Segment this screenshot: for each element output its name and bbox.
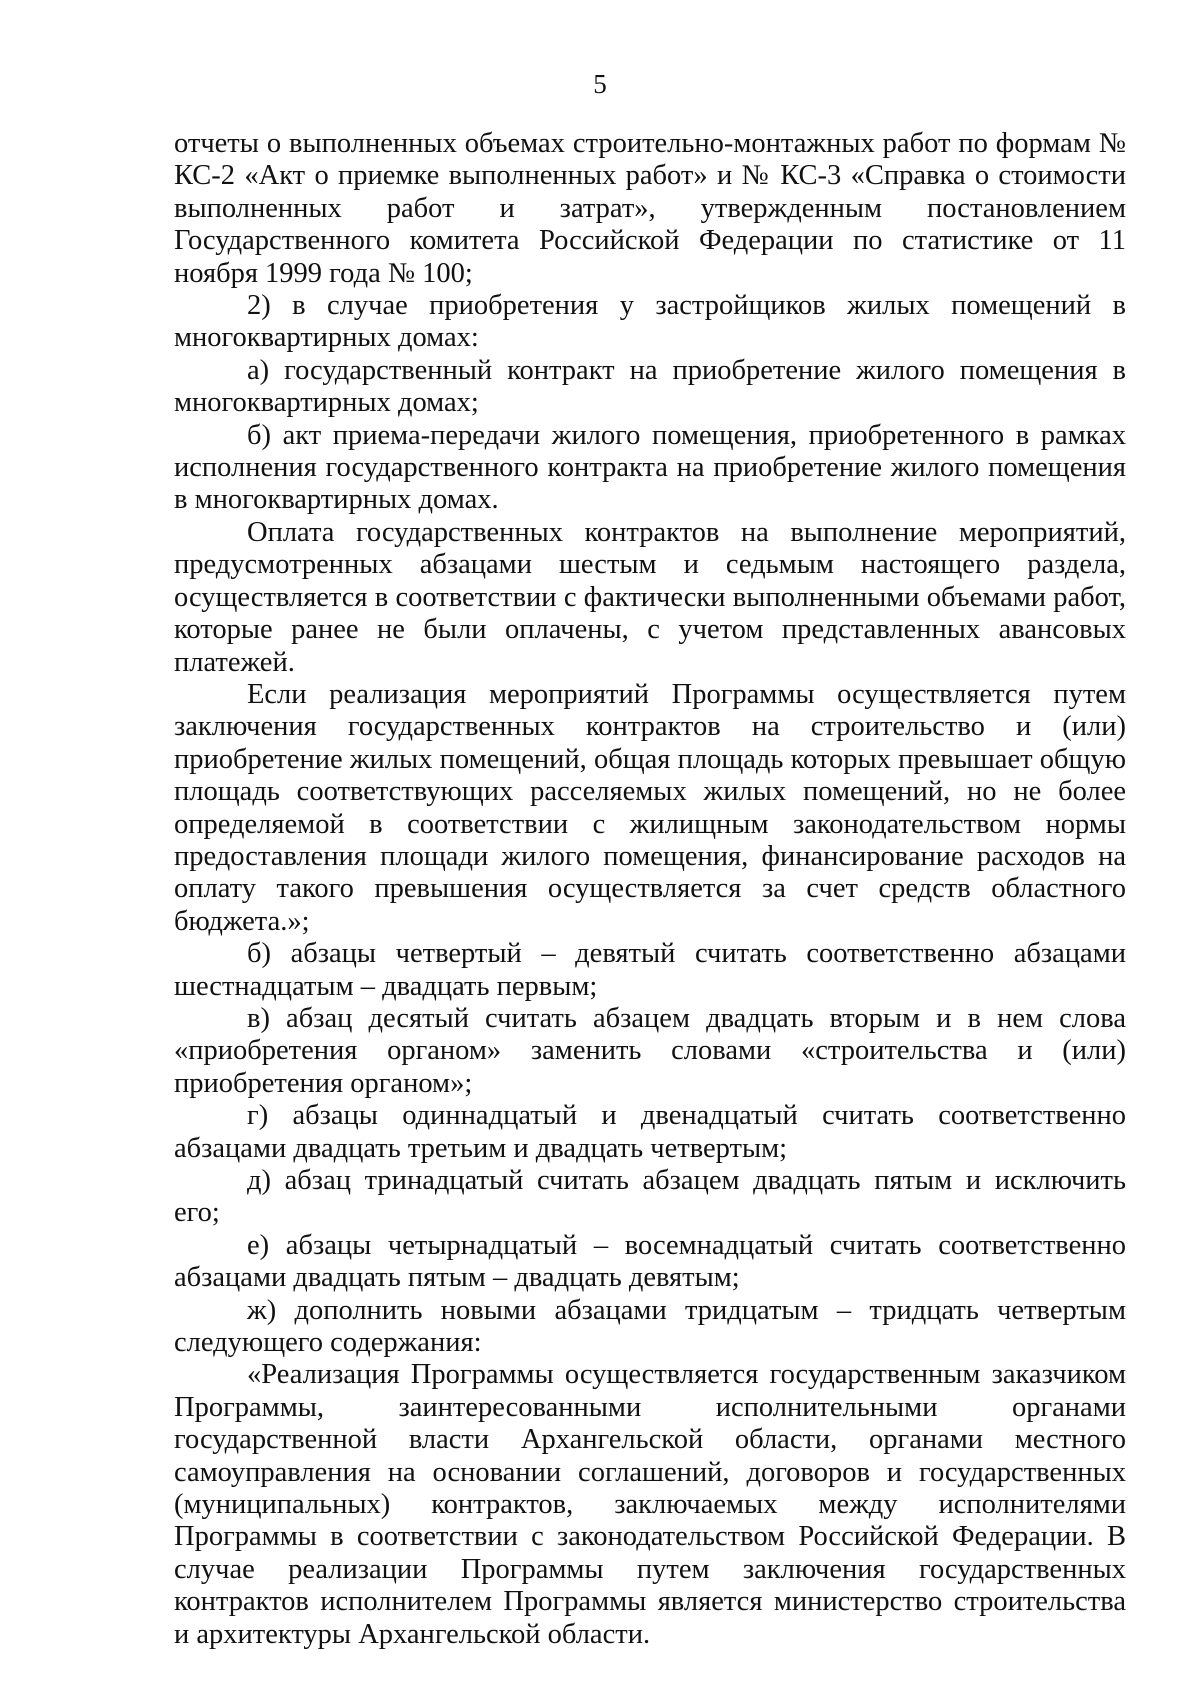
paragraph-excess-area: Если реализация мероприятий Программы осуществляется путем заключения государственных контрактов на строительство и (или) приобретение жилых помещений, общая площадь которых превышает общую площадь соответствующих расселяемых жилых помещений, но не более определяемой в соответствии с жилищным законодательством нормы предоставления площади жилого помещения, финансирование расходов на оплату такого превышения осуществляется за счет средств областного бюджета.»; (174, 678, 1126, 937)
document-body (174, 128, 1126, 1651)
page-number: 5 (593, 69, 607, 99)
paragraph-amendment-g: г) абзацы одиннадцатый и двенадцатый считать соответственно абзацами двадцать третьим и двадцать четвертым; (174, 1100, 1126, 1164)
paragraph-item-2a: а) государственный контракт на приобретение жилого помещения в многоквартирных домах; (174, 354, 1126, 419)
paragraph-amendment-d: д) абзац тринадцатый считать абзацем двадцать пятым и исключить его; (174, 1165, 1126, 1229)
paragraph-payment: Оплата государственных контрактов на выполнение мероприятий, предусмотренных абзацами шестым и седьмым настоящего раздела, осуществляется в соответствии с фактически выполненными объемами работ, которые ранее не были оплачены, с учетом представленных авансовых платежей. (174, 516, 1126, 678)
paragraph-amendment-e: е) абзацы четырнадцатый – восемнадцатый считать соответственно абзацами двадцать пятым – двадцать девятым; (174, 1229, 1126, 1294)
paragraph-item-2: 2) в случае приобретения у застройщиков жилых помещений в многоквартирных домах: (174, 290, 1126, 354)
paragraph-amendment-zh: ж) дополнить новыми абзацами тридцатым – тридцать четвертым следующего содержания: (174, 1294, 1126, 1359)
paragraph-reporting-forms: отчеты о выполненных объемах строительно-монтажных работ по формам № КС-2 «Акт о приемке выполненных работ» и № КС-3 «Справка о стоимости выполненных работ и затрат», утвержденным постановлением Государственного комитета Российской Федерации по статистике от 11 ноября 1999 года № 100; (174, 128, 1126, 289)
paragraph-amendment-b: б) абзацы четвертый – девятый считать соответственно абзацами шестнадцатым – двадцать первым; (174, 938, 1126, 1002)
paragraph-item-2b: б) акт приема-передачи жилого помещения, приобретенного в рамках исполнения государственного контракта на приобретение жилого помещения в многоквартирных домах. (174, 419, 1126, 516)
paragraph-amendment-v: в) абзац десятый считать абзацем двадцать вторым и в нем слова «приобретения органом» заменить словами «строительства и (или) приобретения органом»; (174, 1002, 1126, 1099)
paragraph-program-implementation: «Реализация Программы осуществляется государственным заказчиком Программы, заинтересованными исполнительными органами государственной власти Архангельской области, органами местного самоуправления на основании соглашений, договоров и государственных (муниципальных) контрактов, заключаемых между исполнителями Программы в соответствии с законодательством Российской Федерации. В случае реализации Программы путем заключения государственных контрактов исполнителем Программы является министерство строительства и архитектуры Архангельской области. (174, 1359, 1126, 1650)
